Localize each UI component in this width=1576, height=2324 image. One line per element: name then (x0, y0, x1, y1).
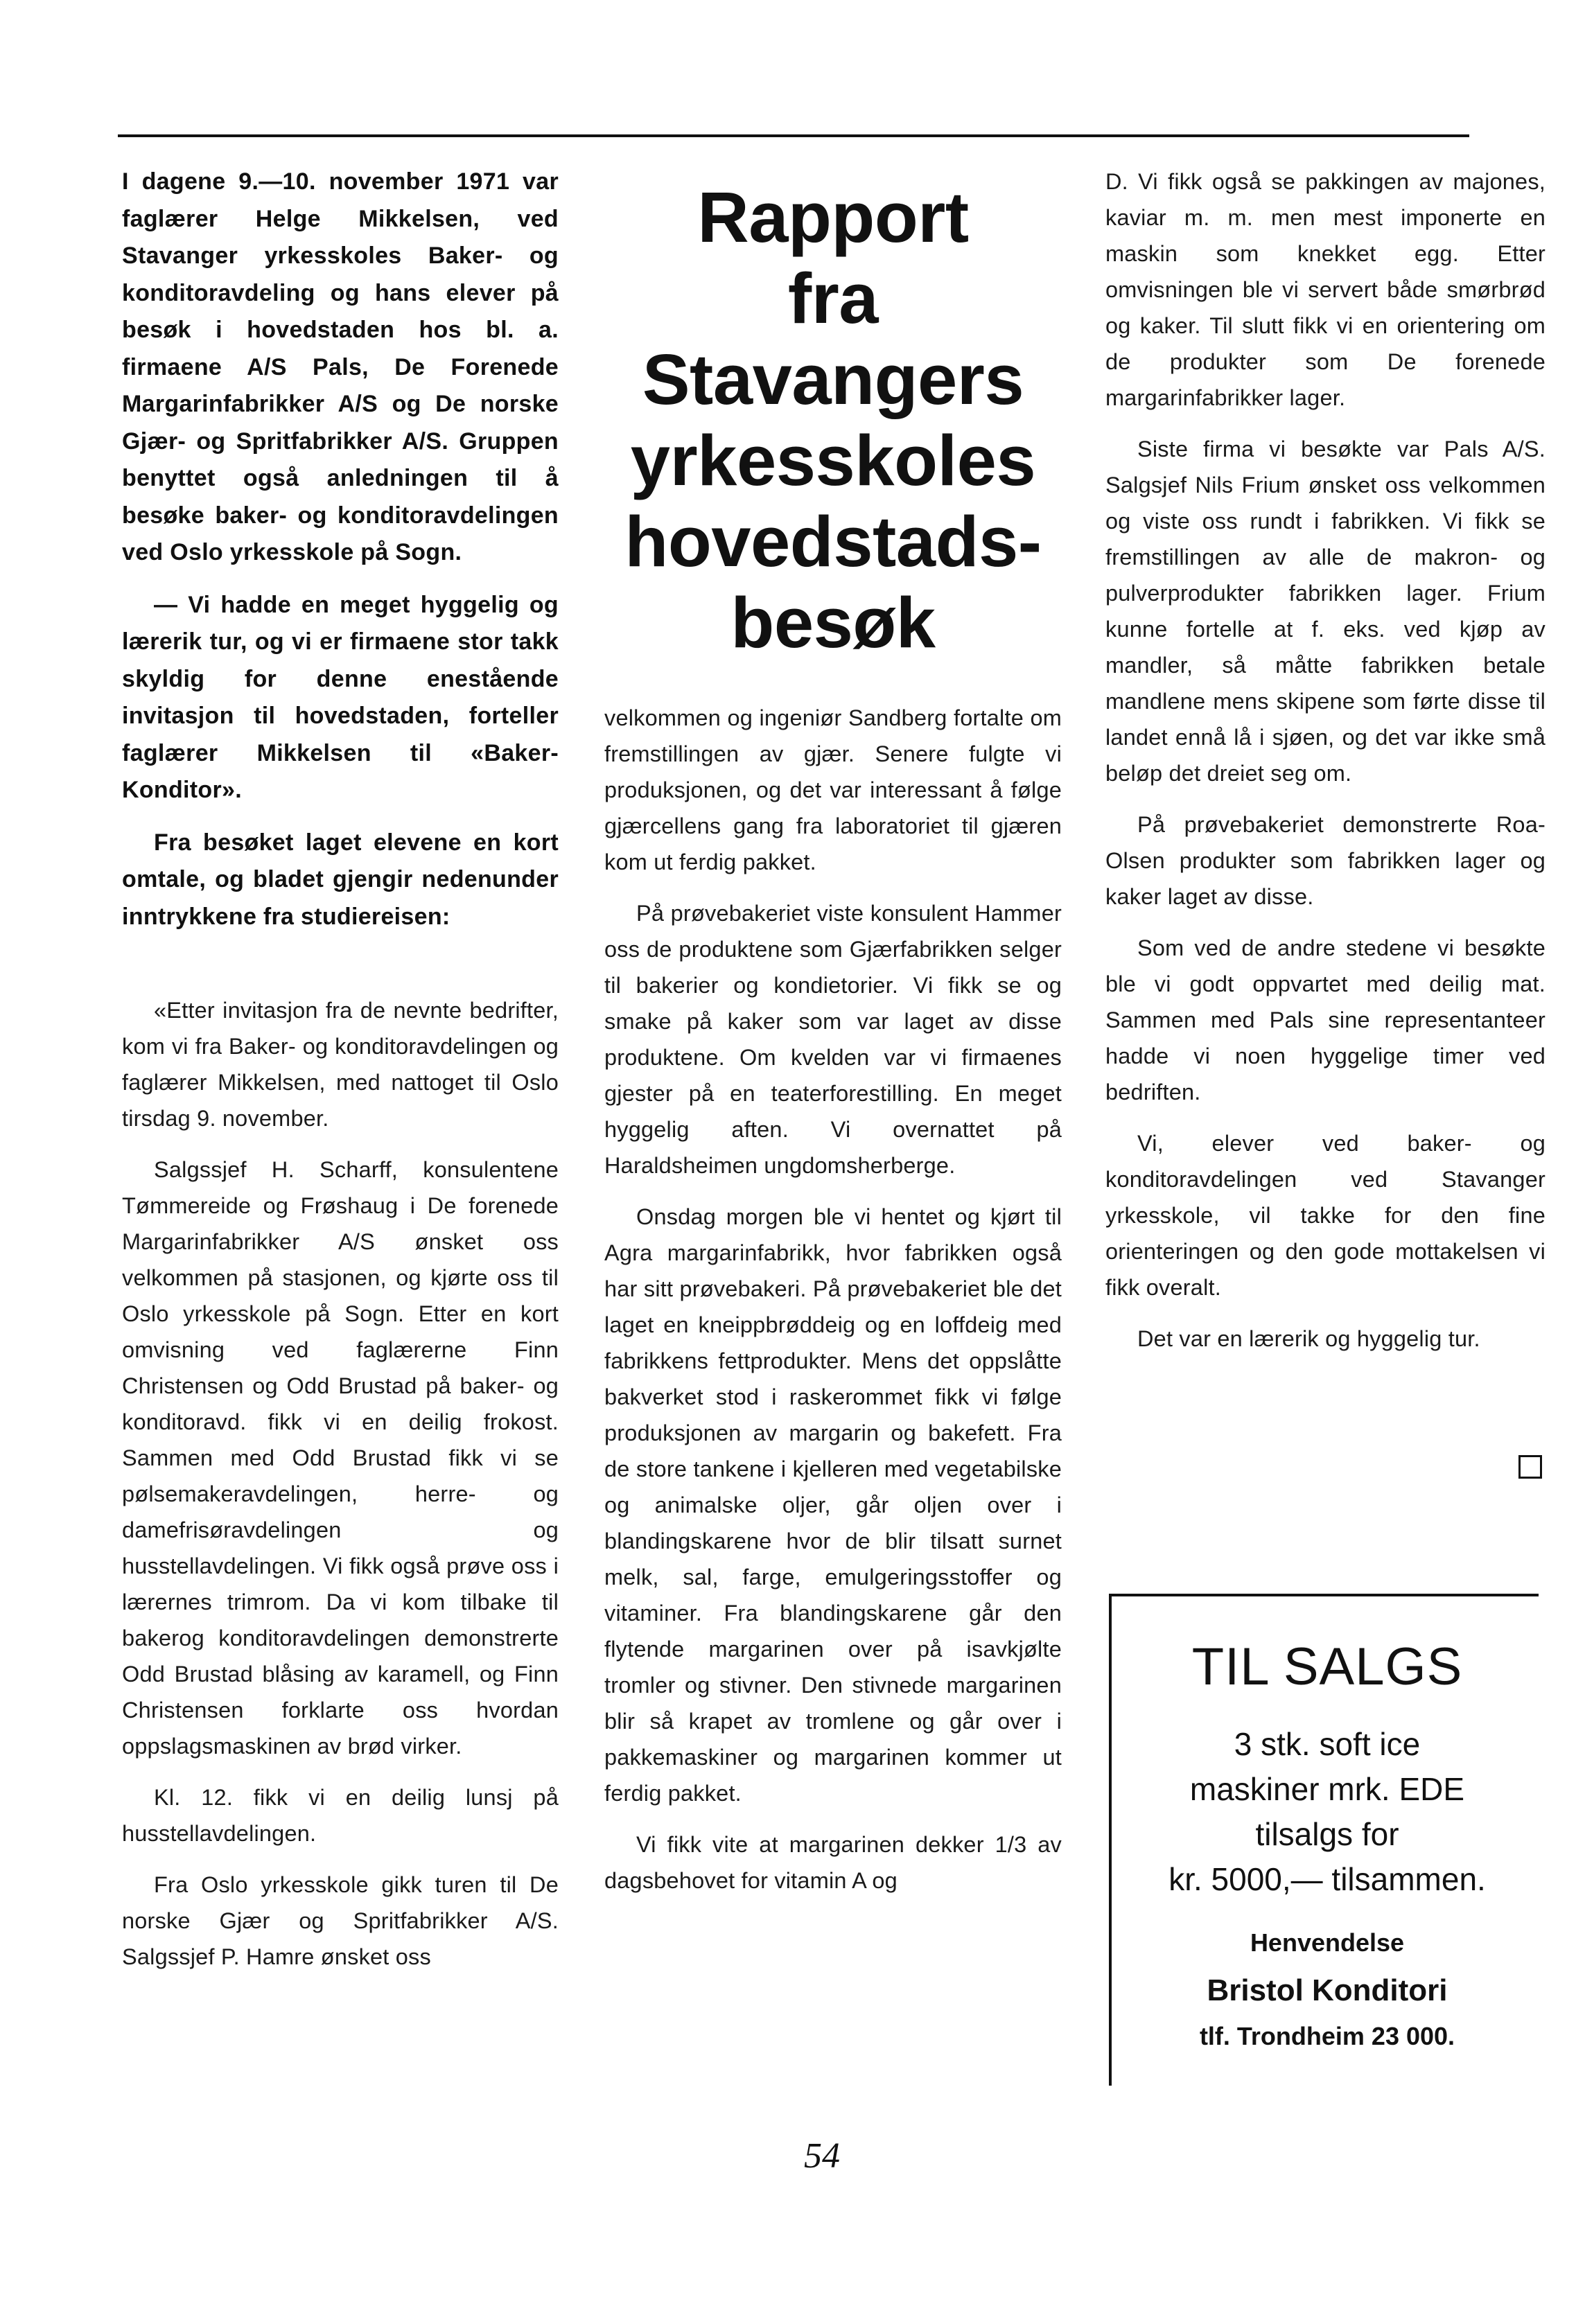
body-paragraph: velkommen og ingeniør Sandberg fortalte om fremstillingen av gjær. Senere fulgte vi produksjonen, og det var interessant å følge gjærcellens gang fra laboratoriet til gjæren kom ut ferdig pakket. (604, 705, 1062, 874)
ad-title: TIL SALGS (1191, 1637, 1463, 1696)
body-paragraph: «Etter invitasjon fra de nevnte bedrifter, kom vi fra Baker- og konditoravdelingen og faglærer Mikkelsen, med nattoget til Oslo tirsdag 9. november. (122, 998, 559, 1131)
body-paragraph: Siste firma vi besøkte var Pals A/S. Salgsjef Nils Frium ønsket oss velkommen og viste oss rundt i fabrikken. Vi fikk se fremstillingen av alle de makron- og pulverprodukter fabrikken lager. Frium kunne fortelle at f. eks. ved kjøp av mandler, så måtte fabrikken betale mandlene mens skipene som førte disse til landet ennå lå i sjøen, og det var ikke små beløp det dreiet seg om. (1105, 437, 1546, 786)
ad-company: Bristol Konditori (1207, 1973, 1448, 2007)
article-headline: Rapport fra Stavangers yrkesskoles hovedstads- besøk (624, 177, 1042, 662)
body-paragraph: Det var en lærerik og hyggelig tur. (1137, 1326, 1480, 1351)
body-paragraph: Onsdag morgen ble vi hentet og kjørt til Agra margarinfabrikk, hvor fabrikken også har sitt prøvebakeri. På prøvebakeriet ble det laget en kneippbrøddeig og en loffdeig med fabrikkens fettprodukter. Mens det oppslåtte bakverket stod i raskerommet fikk vi følge produksjonen av margarin og bakefett. Fra de store tankene i kjelleren med vegetabilske og animalske oljer, går oljen over i blandingskarene hvor de blir tilsatt surnet melk, sal, farge, emulgeringsstoffer og vitaminer. Fra blandingskarene går den flytende margarinen over på isavkjølte tromler og stivner. Den stivnede margarinen blir så krapet av tromlene og går over i pakkemaskiner og margarinen kommer ut ferdig pakket. (604, 1204, 1062, 1806)
ad-line: maskiner mrk. EDE (1189, 1771, 1465, 1807)
body-paragraph: D. Vi fikk også se pakkingen av majones, kaviar m. m. men mest imponerte en maskin som knekket egg. Etter omvisningen ble vi servert både smørbrød og kaker. Til slutt fikk vi en orientering om de produkter som De forenede margarinfabrikker lager. (1105, 169, 1546, 410)
ad-line: 3 stk. soft ice (1234, 1726, 1421, 1762)
body-paragraph: Som ved de andre stedene vi besøkte ble vi godt oppvartet med deilig mat. Sammen med Pals sine representanteer hadde vi noen hyggelige timer ved bedriften. (1105, 935, 1546, 1104)
column-3 (1105, 164, 1546, 1372)
ad-phone: tlf. Trondheim 23 000. (1199, 2022, 1455, 2050)
lead-paragraph: — Vi hadde en meget hyggelig og lærerik tur, og vi er firmaene stor takk skyldig for denne enestående invitasjon til hovedstaden, forteller faglærer Mikkelsen til «Baker-Konditor». (122, 591, 559, 803)
body-paragraph: På prøvebakeriet viste konsulent Hammer oss de produktene som Gjærfabrikken selger til bakerier og kondietorier. Vi fikk se og smake på kaker som var laget av disse produktene. Om kvelden var vi firmaenes gjester på en teaterforestilling. En meget hyggelig aften. Vi overnattet på Haraldsheimen ungdomsherberge. (604, 901, 1062, 1178)
separator (122, 951, 559, 992)
page-number: 54 (804, 2136, 840, 2176)
ad-line: kr. 5000,— tilsammen. (1168, 1861, 1486, 1897)
column-2 (604, 700, 1062, 1914)
body-paragraph: Vi fikk vite at margarinen dekker 1/3 av dagsbehovet for vitamin A og (604, 1832, 1062, 1893)
top-rule (118, 134, 1469, 137)
body-paragraph: På prøvebakeriet demonstrerte Roa-Olsen produkter som fabrikken lager og kaker laget av disse. (1105, 812, 1546, 909)
body-paragraph: Kl. 12. fikk vi en deilig lunsj på husstellavdelingen. (122, 1785, 559, 1846)
body-paragraph: Salgssjef H. Scharff, konsulentene Tømmereide og Frøshaug i De forenede Margarinfabrikker A/S ønsket oss velkommen på stasjonen, og kjørte oss til Oslo yrkesskole på Sogn. Etter en kort omvisning ved faglærerne Finn Christensen og Odd Brustad på baker- og konditoravd. fikk vi en deilig frokost. Sammen med Odd Brustad fikk vi se pølsemakeravdelingen, herre- og damefrisøravdelingen og husstellavdelingen. Vi fikk også prøve oss i lærernes trimrom. Da vi kom tilbake til bakerog konditoravdelingen demonstrerte Odd Brustad blåsing av karamell, og Finn Christensen forklarte oss hvordan oppslagsmaskinen av brød virker. (122, 1157, 559, 1759)
ad-line: tilsalgs for (1255, 1816, 1399, 1852)
end-of-article-square-icon (1518, 1455, 1542, 1479)
lead-paragraph: Fra besøket laget elevene en kort omtale, og bladet gjengir nedenunder inntrykkene fra studiereisen: (122, 829, 559, 930)
lead-paragraph: I dagene 9.—10. november 1971 var faglærer Helge Mikkelsen, ved Stavanger yrkesskoles Baker- og konditoravdeling og hans elever på besøk i hovedstaden hos bl. a. firmaene A/S Pals, De Forenede Margarinfabrikker A/S og De norske Gjær- og Spritfabrikker A/S. Gruppen benyttet også anledningen til å besøke baker- og konditoravdelingen ved Oslo yrkesskole på Sogn. (122, 168, 559, 565)
body-paragraph: Fra Oslo yrkesskole gikk turen til De norske Gjær og Spritfabrikker A/S. Salgssjef P. Hamre ønsket oss (122, 1872, 559, 1969)
body-paragraph: Vi, elever ved baker- og konditoravdelingen ved Stavanger yrkesskole, vil takke for den fine orienteringen og den gode mottakelsen vi fikk overalt. (1105, 1131, 1546, 1300)
ad-contact-label: Henvendelse (1250, 1928, 1405, 1957)
column-1 (122, 164, 559, 1990)
